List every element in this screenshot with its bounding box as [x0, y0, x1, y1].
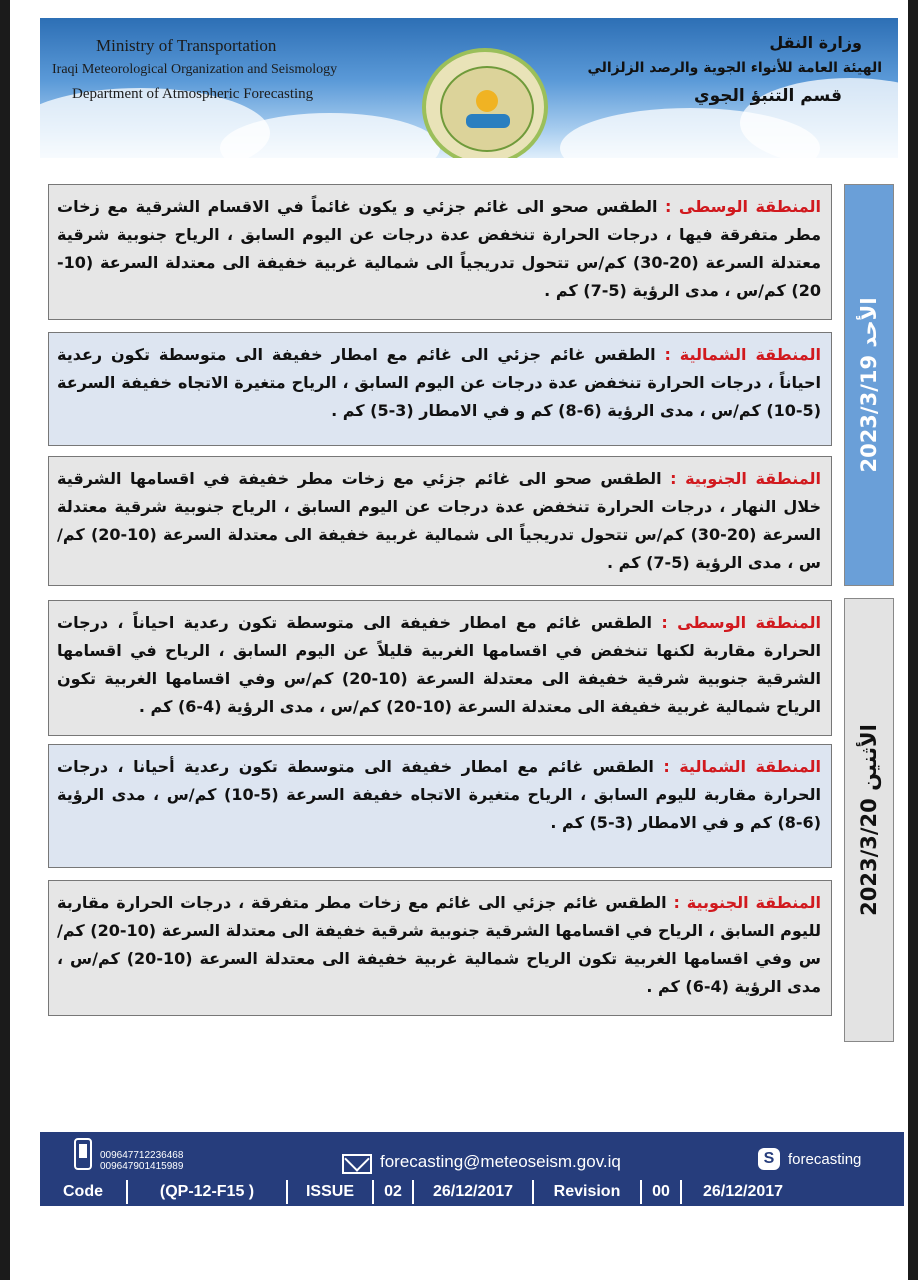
phone-icon	[74, 1138, 92, 1170]
document-footer	[40, 1132, 904, 1206]
wave-icon	[466, 114, 510, 128]
en-department: Department of Atmospheric Forecasting	[72, 86, 314, 102]
day1-central-region	[48, 184, 832, 320]
arabic-letterhead	[582, 30, 882, 112]
document-page	[10, 0, 908, 1280]
revision-date: 26/12/2017	[680, 1180, 804, 1204]
region-title: المنطقة الشمالية :	[663, 757, 822, 776]
ar-organization: الهيئة العامة للأنواء الجوية والرصد الزلزالي	[587, 60, 882, 76]
day2-date-text: الأثنين 2023/3/20	[857, 724, 881, 916]
phone-number-2: 009647901415989	[100, 1161, 184, 1172]
region-forecast: الطقس غائم جزئي الى غائم مع زخات مطر متفرقة ، درجات الحرارة مقاربة لليوم السابق ، الرياح في اقسامها الشرقية جنوبية شرقية خفيفة الى معتدلة السرعة (10-20) كم/س وفي اقسامها الغربية تكون الرياح شمالية غربية خفيفة الى معتدلة السرعة (10-20) كم/س ، مدى الرؤية (4-6) كم .	[57, 893, 822, 996]
day1-date-text: الأحد 2023/3/19	[857, 297, 881, 473]
region-forecast: الطقس صحو الى غائم جزئي و يكون غائماً في الاقسام الشرقية مع زخات مطر متفرقة فيها ، درجات الحرارة تنخفض عدة درجات عن اليوم السابق ، الرياح جنوبية شرقية معتدلة السرعة (20-30) كم/س تتحول تدريجياً الى شمالية غربية خفيفة الى معتدلة السرعة (10-20) كم/س ، مدى الرؤية (5-7) كم .	[57, 197, 822, 300]
ar-ministry: وزارة النقل	[769, 33, 862, 52]
en-organization: Iraqi Meteorological Organization and Seismology	[52, 62, 338, 77]
issue-date: 26/12/2017	[412, 1180, 532, 1204]
email-address[interactable]: forecasting@meteoseism.gov.iq	[380, 1152, 621, 1171]
day2-northern-region	[48, 744, 832, 868]
phone-number-1: 009647712236468	[100, 1150, 184, 1161]
en-ministry: Ministry of Transportation	[96, 36, 277, 55]
skype-icon: S	[758, 1148, 780, 1170]
day2-date-label	[844, 598, 894, 1042]
envelope-icon	[342, 1154, 372, 1174]
revision-label: Revision	[532, 1180, 640, 1204]
day1-northern-region	[48, 332, 832, 446]
region-forecast: الطقس صحو الى غائم جزئي مع زخات مطر خفيفة في اقسامها الشرقية خلال النهار ، درجات الحرارة تنخفض عدة درجات عن اليوم السابق ، الرياح جنوبية شرقية معتدلة السرعة (20-30) كم/س تتحول تدريجياً الى شمالية غربية خفيفة الى معتدلة السرعة (10-20) كم/س ، مدى الرؤية (5-7) كم .	[57, 469, 822, 572]
code-value: (QP-12-F15 )	[126, 1180, 286, 1204]
region-forecast: الطقس غائم مع امطار خفيفة الى متوسطة تكون رعدية احياناً ، درجات الحرارة مقاربة لكنها تنخفض في اقسامها الغربية قليلاً عن اليوم السابق ، الرياح في اقسامها الشرقية جنوبية شرقية خفيفة الى معتدلة السرعة (10-20) كم/س وفي اقسامها الغربية تكون الرياح شمالية غربية خفيفة الى معتدلة السرعة (10-20) كم/س ، مدى الرؤية (4-6) كم .	[57, 613, 821, 716]
letterhead	[40, 18, 898, 158]
organization-logo	[422, 48, 548, 158]
skype-handle[interactable]: forecasting	[788, 1151, 862, 1168]
document-control-bar	[40, 1180, 904, 1204]
region-title: المنطقة الجنوبية :	[670, 469, 821, 488]
revision-number: 00	[640, 1180, 680, 1204]
day2-southern-region	[48, 880, 832, 1016]
contact-bar	[40, 1132, 904, 1180]
issue-number: 02	[372, 1180, 412, 1204]
region-title: المنطقة الوسطى :	[661, 613, 822, 632]
region-forecast: الطقس غائم مع امطار خفيفة الى متوسطة تكون رعدية أحيانا ، درجات الحرارة مقاربة لليوم السابق ، الرياح متغيرة الاتجاه خفيفة السرعة (5-10) كم/س ، مدى الرؤية (6-8) كم و في الامطار (3-5) كم .	[57, 757, 821, 832]
region-title: المنطقة الوسطى :	[665, 197, 822, 216]
ar-department: قسم التنبؤ الجوي	[694, 86, 842, 106]
region-title: المنطقة الجنوبية :	[673, 893, 822, 912]
day2-central-region	[48, 600, 832, 736]
region-title: المنطقة الشمالية :	[664, 345, 821, 364]
day1-southern-region	[48, 456, 832, 586]
logo-emblem	[440, 66, 534, 152]
phone-numbers	[100, 1150, 183, 1172]
region-forecast: الطقس غائم جزئي الى غائم مع امطار خفيفة الى متوسطة تكون رعدية احياناً ، درجات الحرارة تنخفض عدة درجات عن اليوم السابق ، الرياح متغيرة الاتجاه خفيفة السرعة (5-10) كم/س ، مدى الرؤية (6-8) كم و في الامطار (3-5) كم .	[57, 345, 821, 420]
day1-date-label	[844, 184, 894, 586]
code-label: Code	[63, 1183, 103, 1200]
sun-icon	[476, 90, 498, 112]
issue-label: ISSUE	[286, 1180, 372, 1204]
english-letterhead	[52, 34, 352, 106]
